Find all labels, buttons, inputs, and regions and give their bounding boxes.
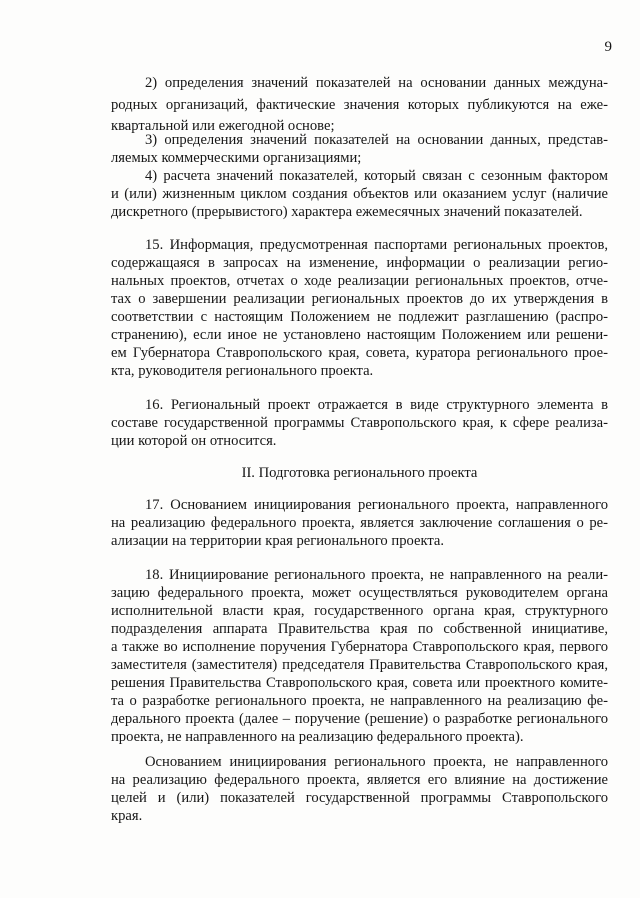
text-line: нальных проектов, отчетах о ходе реализации региональных проектов, отче- — [111, 273, 608, 289]
text-line: проекта, не направленного на реализацию федерального проекта). — [111, 729, 524, 745]
section-heading: II. Подготовка регионального проекта — [241, 465, 478, 481]
text-line: квартальной или ежегодной основе; — [111, 118, 335, 134]
text-line: Основанием инициирования регионального проекта, не направленного — [145, 754, 608, 770]
text-line: 3) определения значений показателей на основании данных, представ- — [145, 132, 608, 148]
text-line: а также во исполнение поручения Губернатора Ставропольского края, первого — [111, 639, 608, 655]
text-line: решения Правительства Ставропольского края, совета или проектного комите- — [111, 675, 608, 691]
text-line: ляемых коммерческими организациями; — [111, 150, 362, 166]
text-line: дискретного (прерывистого) характера ежемесячных значений показателей. — [111, 204, 583, 220]
text-line: 15. Информация, предусмотренная паспортами региональных проектов, — [145, 237, 608, 253]
text-line: та о разработке регионального проекта, не направленного на реализацию фе- — [111, 693, 608, 709]
text-line: 17. Основанием инициирования регионального проекта, направленного — [145, 497, 608, 513]
text-line: тах о завершении реализации региональных проектов до их утверждения в — [111, 291, 608, 307]
text-line: 16. Региональный проект отражается в виде структурного элемента в — [145, 397, 608, 413]
text-line: родных организаций, фактические значения которых публикуются на еже- — [111, 97, 608, 113]
text-line: на реализацию федерального проекта, является заключение соглашения о ре- — [111, 515, 608, 531]
text-line: кта, руководителя регионального проекта. — [111, 363, 374, 379]
text-line: 2) определения значений показателей на основании данных междуна- — [145, 75, 608, 91]
text-line: 4) расчета значений показателей, который связан с сезонным фактором — [145, 168, 608, 184]
text-line: ем Губернатора Ставропольского края, совета, куратора регионального прое- — [111, 345, 608, 361]
text-line: целей и (или) показателей государственной программы Ставропольского — [111, 790, 608, 806]
text-line: исполнительной власти края, государственного органа края, структурного — [111, 603, 608, 619]
text-line: зацию федерального проекта, может осуществляться руководителем органа — [111, 585, 608, 601]
text-line: дерального проекта (далее – поручение (решение) о разработке регионального — [111, 711, 608, 727]
text-line: подразделения аппарата Правительства края по собственной инициативе, — [111, 621, 608, 637]
text-line: ализации на территории края регионального проекта. — [111, 533, 445, 549]
text-line: заместителя (заместителя) председателя Правительства Ставропольского края, — [111, 657, 608, 673]
text-line: края. — [111, 808, 143, 824]
text-line: 18. Инициирование регионального проекта, не направленного на реали- — [145, 567, 608, 583]
page-number: 9 — [604, 39, 612, 55]
text-line: содержащаяся в запросах на изменение, информации о реализации регио- — [111, 255, 608, 271]
text-line: ции которой он относится. — [111, 433, 277, 449]
text-line: и (или) жизненным циклом создания объектов или оказанием услуг (наличие — [111, 186, 608, 202]
text-line: составе государственной программы Ставропольского края, к сфере реализа- — [111, 415, 608, 431]
text-line: на реализацию федерального проекта, является его влияние на достижение — [111, 772, 608, 788]
text-line: странению), если иное не установлено настоящим Положением или решени- — [111, 327, 608, 343]
text-line: соответствии с настоящим Положением не подлежит разглашению (распро- — [111, 309, 608, 325]
